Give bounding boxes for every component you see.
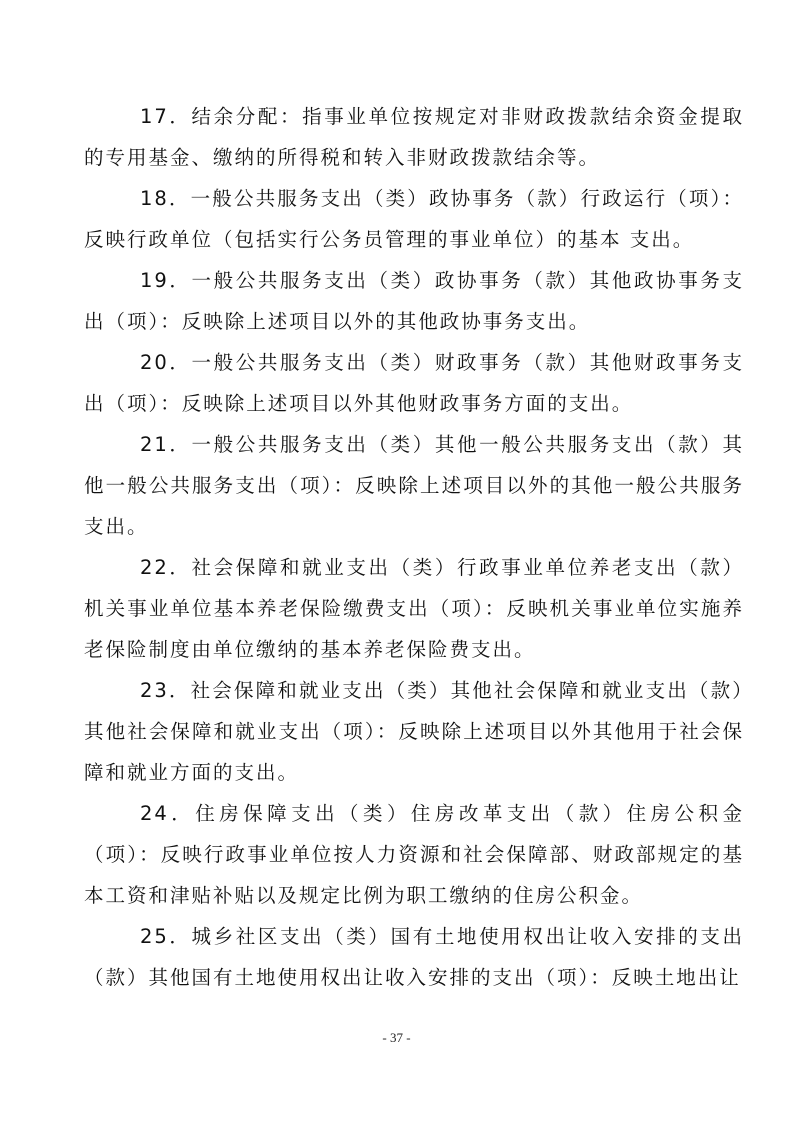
paragraph-22: 22．社会保障和就业支出（类）行政事业单位养老支出（款）机关事业单位基本养老保险缴费支出（项）：反映机关事业单位实施养老保险制度由单位缴纳的基本养老保险费支出。 [84, 556, 744, 661]
paragraph-24: 24．住房保障支出（类）住房改革支出（款）住房公积金（项）：反映行政事业单位按人力资源和社会保障部、财政部规定的基本工资和津贴补贴以及规定比例为职工缴纳的住房公积金。 [84, 802, 744, 907]
paragraph-25: 25．城乡社区支出（类）国有土地使用权出让收入安排的支出（款）其他国有土地使用权出让收入安排的支出（项）：反映土地出让 [84, 925, 744, 989]
paragraph-21: 21．一般公共服务支出（类）其他一般公共服务支出（款）其他一般公共服务支出（项）：反映除上述项目以外的其他一般公共服务支出。 [84, 433, 744, 538]
paragraph-18: 18．一般公共服务支出（类）政协事务（款）行政运行（项）：反映行政单位（包括实行公务员管理的事业单位）的基本 支出。 [84, 187, 744, 251]
paragraph-17: 17．结余分配：指事业单位按规定对非财政拨款结余资金提取的专用基金、缴纳的所得税和转入非财政拨款结余等。 [84, 105, 744, 169]
page-number: - 37 - [382, 1030, 411, 1045]
paragraph-23: 23．社会保障和就业支出（类）其他社会保障和就业支出（款）其他社会保障和就业支出（项）：反映除上述项目以外其他用于社会保障和就业方面的支出。 [84, 679, 744, 784]
document-body [84, 96, 744, 998]
paragraph-19: 19．一般公共服务支出（类）政协事务（款）其他政协事务支出（项）：反映除上述项目以外的其他政协事务支出。 [84, 269, 744, 333]
paragraph-20: 20．一般公共服务支出（类）财政事务（款）其他财政事务支出（项）：反映除上述项目以外其他财政事务方面的支出。 [84, 351, 744, 415]
